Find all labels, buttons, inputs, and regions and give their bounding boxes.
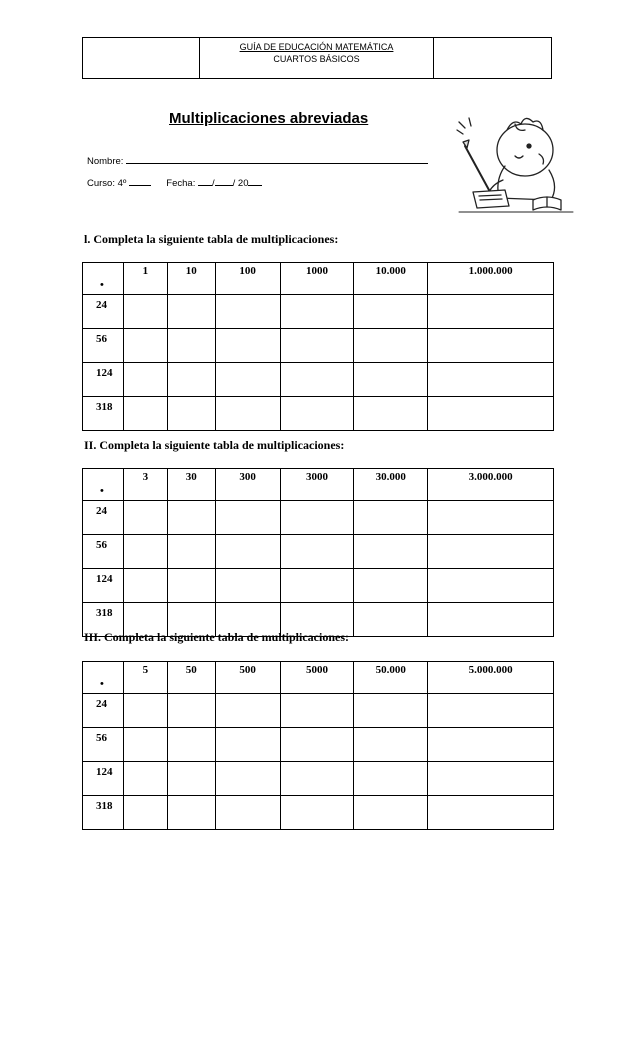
row-label: 56 [83,329,124,363]
answer-cell[interactable] [280,501,354,535]
table-row [83,796,554,830]
column-header: 300 [215,469,280,501]
answer-cell[interactable] [215,796,280,830]
answer-cell[interactable] [280,796,354,830]
column-header: 100 [215,263,280,295]
answer-cell[interactable] [280,728,354,762]
course-date-line [87,176,262,189]
answer-cell[interactable] [215,535,280,569]
answer-cell[interactable] [123,535,167,569]
column-header: 3.000.000 [428,469,554,501]
answer-cell[interactable] [354,694,428,728]
table-row [83,728,554,762]
answer-cell[interactable] [428,796,554,830]
header-right-cell [434,38,551,78]
column-header: 1000 [280,263,354,295]
answer-cell[interactable] [215,501,280,535]
table-header-row [83,662,554,694]
row-label: 318 [83,603,124,637]
answer-cell[interactable] [354,363,428,397]
multiplication-table-2 [82,468,554,637]
answer-cell[interactable] [428,535,554,569]
table-row [83,501,554,535]
answer-cell[interactable] [280,569,354,603]
answer-cell[interactable] [167,501,215,535]
row-label: 318 [83,796,124,830]
name-label: Nombre: [87,156,124,167]
answer-cell[interactable] [167,295,215,329]
column-header: 5 [123,662,167,694]
answer-cell[interactable] [123,329,167,363]
answer-cell[interactable] [428,728,554,762]
answer-cell[interactable] [123,397,167,431]
row-label: 56 [83,728,124,762]
child-writing-illustration [455,110,575,220]
answer-cell[interactable] [167,363,215,397]
answer-cell[interactable] [354,397,428,431]
header-grade: CUARTOS BÁSICOS [273,54,360,64]
row-label: 124 [83,762,124,796]
table-row [83,397,554,431]
row-label: 24 [83,295,124,329]
table-row [83,329,554,363]
column-header: 50 [167,662,215,694]
table-row [83,569,554,603]
header-center-cell [200,38,434,78]
column-header: 500 [215,662,280,694]
answer-cell[interactable] [428,762,554,796]
answer-cell[interactable] [280,694,354,728]
table-header-row [83,263,554,295]
answer-cell[interactable] [167,569,215,603]
answer-cell[interactable] [280,363,354,397]
answer-cell[interactable] [167,796,215,830]
answer-cell[interactable] [123,501,167,535]
answer-cell[interactable] [167,329,215,363]
row-label: 318 [83,397,124,431]
section-1-title: l. Completa la siguiente tabla de multiplicaciones: [84,232,339,246]
column-header: 5.000.000 [428,662,554,694]
answer-cell[interactable] [428,329,554,363]
table-header-row [83,469,554,501]
answer-cell[interactable] [123,569,167,603]
answer-cell[interactable] [123,363,167,397]
date-month-blank[interactable] [215,176,233,186]
answer-cell[interactable] [215,295,280,329]
answer-cell[interactable] [167,762,215,796]
header-left-cell [83,38,200,78]
answer-cell[interactable] [428,694,554,728]
multiplication-table-3 [82,661,554,830]
multiply-symbol-cell [83,469,124,501]
section-2-title: II. Completa la siguiente tabla de multiplicaciones: [84,438,345,452]
column-header: 30.000 [354,469,428,501]
column-header: 3000 [280,469,354,501]
table-row [83,694,554,728]
answer-cell[interactable] [215,762,280,796]
date-slash-2: / [232,178,236,189]
name-blank[interactable] [126,154,428,164]
header-subject: GUÍA DE EDUCACIÓN MATEMÁTICA [239,42,394,52]
answer-cell[interactable] [354,569,428,603]
date-year-prefix: 20 [237,178,249,189]
answer-cell[interactable] [123,796,167,830]
answer-cell[interactable] [167,694,215,728]
column-header: 1 [123,263,167,295]
answer-cell[interactable] [354,796,428,830]
row-label: 24 [83,694,124,728]
answer-cell[interactable] [428,501,554,535]
date-label: Fecha: [166,178,196,189]
answer-cell[interactable] [167,397,215,431]
multiply-symbol-cell [83,263,124,295]
table-row [83,762,554,796]
answer-cell[interactable] [215,569,280,603]
answer-cell[interactable] [354,501,428,535]
answer-cell[interactable] [428,363,554,397]
answer-cell[interactable] [428,603,554,637]
answer-cell[interactable] [354,762,428,796]
column-header: 1.000.000 [428,263,554,295]
answer-cell[interactable] [123,728,167,762]
name-line [87,154,428,167]
answer-cell[interactable] [280,535,354,569]
bullet-icon: • [100,678,104,690]
answer-cell[interactable] [354,329,428,363]
column-header: 5000 [280,662,354,694]
answer-cell[interactable] [354,295,428,329]
answer-cell[interactable] [167,728,215,762]
answer-cell[interactable] [354,603,428,637]
table-row [83,535,554,569]
date-year-blank[interactable] [248,176,262,186]
multiply-symbol-cell [83,662,124,694]
answer-cell[interactable] [428,397,554,431]
column-header: 10 [167,263,215,295]
row-label: 124 [83,569,124,603]
answer-cell[interactable] [354,728,428,762]
answer-cell[interactable] [215,329,280,363]
column-header: 50.000 [354,662,428,694]
answer-cell[interactable] [428,295,554,329]
answer-cell[interactable] [428,569,554,603]
table-row [83,363,554,397]
answer-cell[interactable] [215,728,280,762]
date-slash-1: / [211,178,215,189]
answer-cell[interactable] [280,397,354,431]
column-header: 10.000 [354,263,428,295]
course-label: Curso: 4º [87,178,127,189]
worksheet-header [82,37,552,79]
row-label: 124 [83,363,124,397]
answer-cell[interactable] [123,295,167,329]
date-day-blank[interactable] [198,176,212,186]
answer-cell[interactable] [167,535,215,569]
answer-cell[interactable] [123,694,167,728]
answer-cell[interactable] [215,363,280,397]
answer-cell[interactable] [215,694,280,728]
section-3-title: III. Completa la siguiente tabla de multiplicaciones: [84,630,350,644]
answer-cell[interactable] [280,762,354,796]
multiplication-table-1 [82,262,554,431]
answer-cell[interactable] [280,329,354,363]
page-title: Multiplicaciones abreviadas [169,110,369,127]
column-header: 30 [167,469,215,501]
bullet-icon: • [100,279,104,291]
answer-cell[interactable] [354,535,428,569]
row-label: 56 [83,535,124,569]
table-row [83,295,554,329]
row-label: 24 [83,501,124,535]
bullet-icon: • [100,485,104,497]
answer-cell[interactable] [280,295,354,329]
course-blank[interactable] [129,176,151,186]
answer-cell[interactable] [123,762,167,796]
answer-cell[interactable] [215,397,280,431]
column-header: 3 [123,469,167,501]
